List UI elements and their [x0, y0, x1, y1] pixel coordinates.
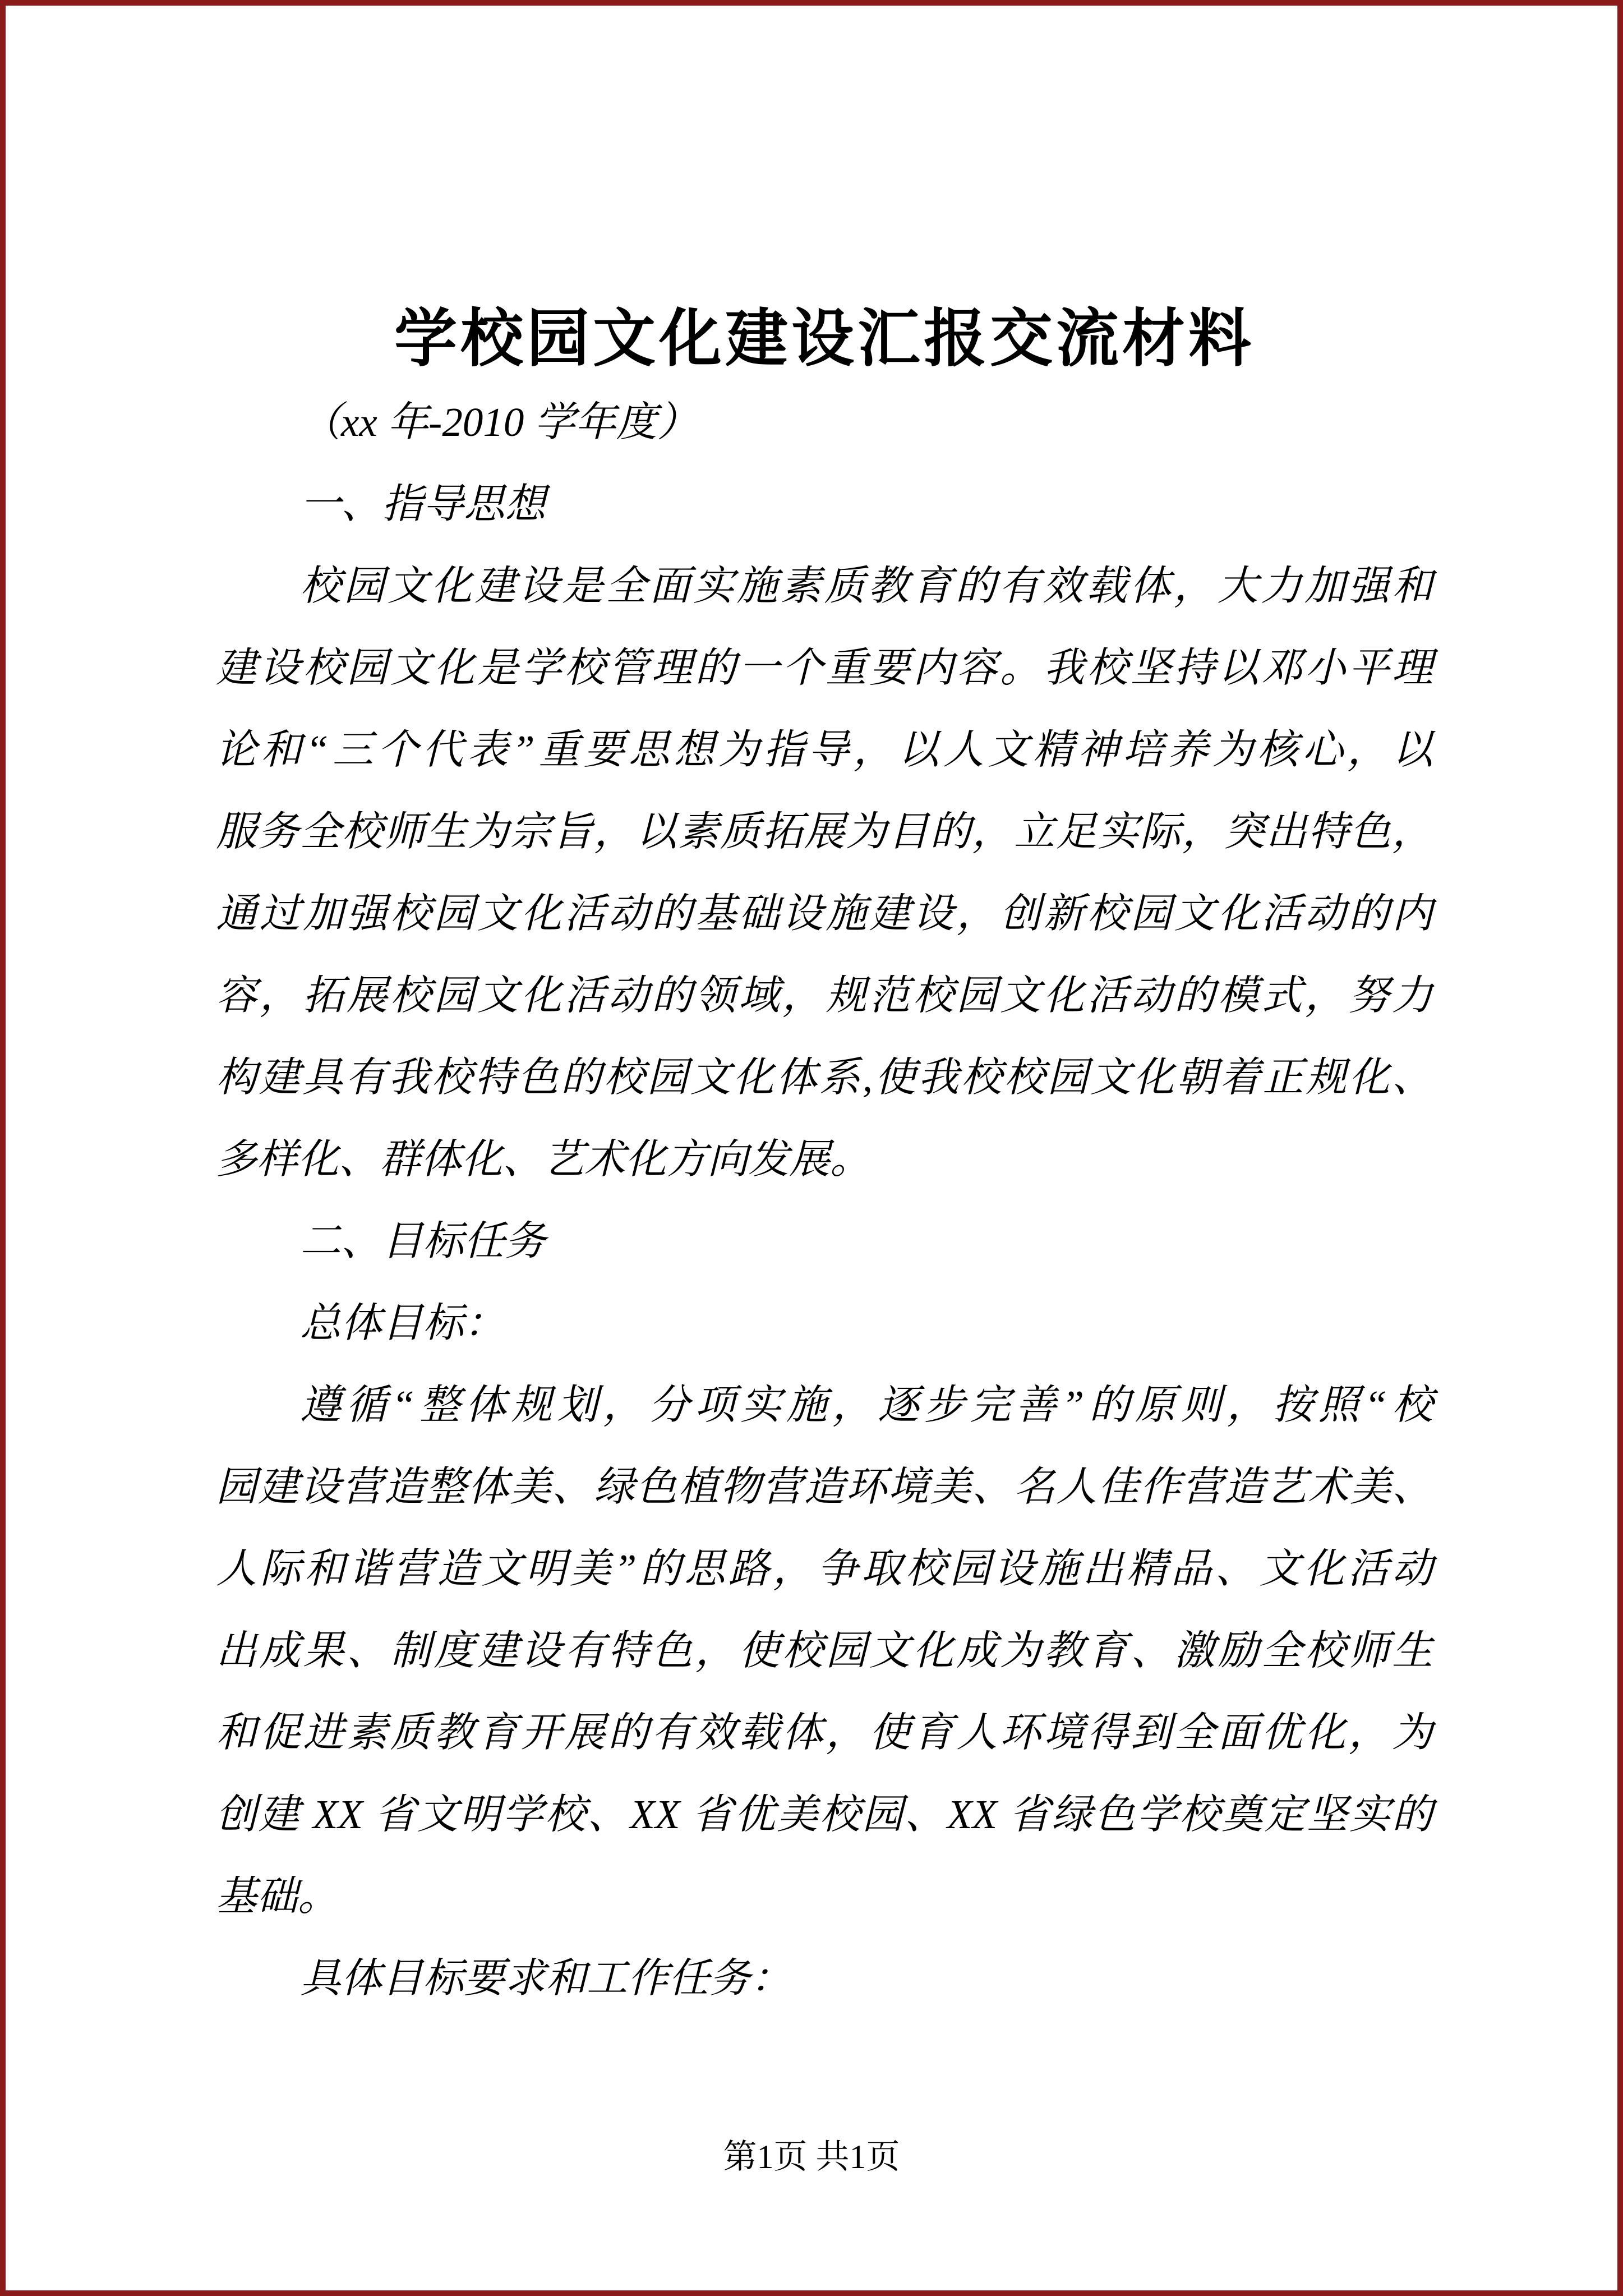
text-line: （xx 年-2010 学年度）	[300, 399, 698, 445]
text-line: 构建具有我校特色的校园文化体系,使我校校园文化朝着正规化、	[216, 1055, 1433, 1100]
text-line: 校园文化建设是全面实施素质教育的有效载体，大力加强和	[300, 563, 1433, 609]
text-line: 二、目标任务	[300, 1218, 546, 1264]
text-line: 容，拓展校园文化活动的领域，规范校园文化活动的模式，努力	[216, 973, 1433, 1018]
text-line: 通过加强校园文化活动的基础设施建设，创新校园文化活动的内	[216, 891, 1433, 936]
text-line: 基础。	[216, 1874, 339, 1919]
text-line: 园建设营造整体美、绿色植物营造环境美、名人佳作营造艺术美、	[216, 1464, 1433, 1510]
page-footer	[6, 2132, 1617, 2182]
text-line: 和促进素质教育开展的有效载体，使育人环境得到全面优化，为	[216, 1710, 1433, 1755]
document-body	[216, 297, 1433, 2019]
text-line: 多样化、群体化、艺术化方向发展。	[216, 1137, 871, 1182]
text-line: 创建 XX 省文明学校、XX 省优美校园、XX 省绿色学校奠定坚实的	[216, 1792, 1433, 1837]
text-line: 人际和谐营造文明美”的思路，争取校园设施出精品、文化活动	[216, 1546, 1433, 1591]
document-title: 学校园文化建设汇报交流材料	[394, 305, 1255, 374]
text-line: 服务全校师生为宗旨，以素质拓展为目的，立足实际，突出特色，	[216, 809, 1433, 854]
text-line: 总体目标：	[300, 1300, 505, 1346]
page-number-text: 第1页 共1页	[723, 2138, 900, 2175]
text-line: 一、指导思想	[300, 481, 546, 527]
text-line: 论和“三个代表”重要思想为指导，以人文精神培养为核心，以	[216, 727, 1433, 772]
text-line: 遵循“整体规划，分项实施，逐步完善”的原则，按照“校	[300, 1382, 1433, 1428]
text-lines	[216, 381, 1433, 2019]
text-line: 建设校园文化是学校管理的一个重要内容。我校坚持以邓小平理	[216, 645, 1433, 691]
text-line: 出成果、制度建设有特色，使校园文化成为教育、激励全校师生	[216, 1628, 1433, 1673]
text-line: 具体目标要求和工作任务：	[300, 1955, 791, 2001]
